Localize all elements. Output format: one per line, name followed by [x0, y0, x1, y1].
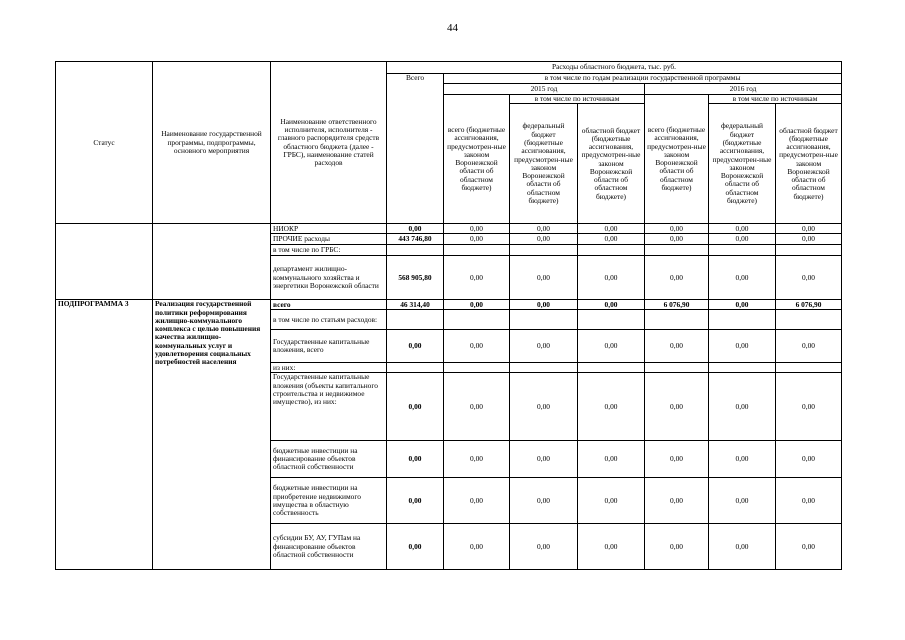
cell-value: 0,00 — [776, 224, 842, 234]
cell-value: 0,00 — [709, 373, 776, 441]
cell-value: 0,00 — [510, 234, 578, 245]
cell-value: 0,00 — [444, 234, 510, 245]
cell-value: 0,00 — [444, 256, 510, 300]
budget-table — [55, 61, 842, 570]
cell-value: 0,00 — [444, 224, 510, 234]
row-total: 443 746,80 — [387, 234, 444, 245]
cell-value: 0,00 — [709, 478, 776, 524]
header-year-2015: 2015 год — [444, 84, 645, 95]
header-program-name: Наименование государственной программы, подпрограммы, основного мероприятия — [153, 62, 271, 224]
cell-value: 0,00 — [444, 300, 510, 310]
row-label: ПРОЧИЕ расходы — [271, 234, 387, 245]
row-label: бюджетные инвестиции на приобретение недвижимого имущества в областную собственность — [271, 478, 387, 524]
header-total: Всего — [387, 74, 444, 224]
header-2015-by-sources: в том числе по источникам — [510, 95, 645, 104]
header-2016-all: всего (бюджетные ассигнования, предусмотрен-ные законом Воронежской области об областном бюджете) — [645, 95, 709, 224]
cell-value: 0,00 — [645, 234, 709, 245]
row-total: 0,00 — [387, 373, 444, 441]
cell-value: 0,00 — [510, 256, 578, 300]
header-2016-regional: областной бюджет (бюджетные ассигнования, предусмотрен-ные законом Воронежской области об областном бюджете) — [776, 104, 842, 224]
cell-value: 0,00 — [578, 373, 645, 441]
cell-value: 0,00 — [578, 524, 645, 570]
row-total: 0,00 — [387, 224, 444, 234]
cell-value: 0,00 — [709, 441, 776, 478]
cell-value: 6 076,90 — [645, 300, 709, 310]
cell-value: 0,00 — [709, 300, 776, 310]
row-label: Государственные капитальные вложения, всего — [271, 330, 387, 363]
cell-value: 0,00 — [645, 373, 709, 441]
row-total: 568 905,80 — [387, 256, 444, 300]
subprogram-status: ПОДПРОГРАММА 3 — [56, 300, 153, 570]
cell-value: 0,00 — [578, 256, 645, 300]
cell-value: 0,00 — [510, 524, 578, 570]
cell-value: 0,00 — [444, 478, 510, 524]
cell-value: 6 076,90 — [776, 300, 842, 310]
cell-value: 0,00 — [709, 256, 776, 300]
cell-value: 0,00 — [444, 524, 510, 570]
row-label: в том числе по статьям расходов: — [271, 310, 387, 330]
cell-value: 0,00 — [645, 256, 709, 300]
cell-value: 0,00 — [444, 441, 510, 478]
row-label: из них: — [271, 363, 387, 373]
header-responsible: Наименование ответственного исполнителя, исполнителя - главного распорядителя средств областного бюджета (далее - ГРБС), наименование статей расходов — [271, 62, 387, 224]
header-2016-federal: федеральный бюджет (бюджетные ассигнования, предусмотрен-ные законом Воронежской области об областном бюджете) — [709, 104, 776, 224]
row-total: 0,00 — [387, 524, 444, 570]
page-number: 44 — [447, 22, 458, 34]
cell-value: 0,00 — [776, 478, 842, 524]
cell-value: 0,00 — [709, 234, 776, 245]
status-cell-empty — [56, 224, 153, 300]
header-2015-federal: федеральный бюджет (бюджетные ассигнования, предусмотрен-ные законом Воронежской области об областном бюджете) — [510, 104, 578, 224]
cell-value: 0,00 — [645, 224, 709, 234]
name-cell-empty — [153, 224, 271, 300]
row-total: 0,00 — [387, 478, 444, 524]
cell-value: 0,00 — [776, 524, 842, 570]
row-total: 0,00 — [387, 330, 444, 363]
cell-value: 0,00 — [510, 224, 578, 234]
header-2015-regional: областной бюджет (бюджетные ассигнования, предусмотрен-ные законом Воронежской области об областном бюджете) — [578, 104, 645, 224]
cell-value: 0,00 — [444, 373, 510, 441]
cell-value: 0,00 — [510, 441, 578, 478]
row-label: Государственные капитальные вложения (объекты капитального строительства и недвижимое имущество), из них: — [271, 373, 387, 441]
cell-value: 0,00 — [578, 300, 645, 310]
header-by-years: в том числе по годам реализации государственной программы — [444, 74, 842, 84]
cell-value: 0,00 — [578, 478, 645, 524]
cell-value: 0,00 — [709, 224, 776, 234]
header-2016-by-sources: в том числе по источникам — [709, 95, 842, 104]
cell-value: 0,00 — [510, 300, 578, 310]
cell-value: 0,00 — [709, 524, 776, 570]
row-label: бюджетные инвестиции на финансирование объектов областной собственности — [271, 441, 387, 478]
cell-value: 0,00 — [776, 441, 842, 478]
cell-value: 0,00 — [645, 330, 709, 363]
cell-value: 0,00 — [776, 256, 842, 300]
row-total: 46 314,40 — [387, 300, 444, 310]
row-label: субсидии БУ, АУ, ГУПам на финансирование объектов областной собственности — [271, 524, 387, 570]
cell-value: 0,00 — [776, 330, 842, 363]
cell-value: 0,00 — [776, 234, 842, 245]
cell-value: 0,00 — [510, 478, 578, 524]
cell-value: 0,00 — [709, 330, 776, 363]
header-expenses-title: Расходы областного бюджета, тыс. руб. — [387, 62, 842, 74]
cell-value: 0,00 — [510, 373, 578, 441]
cell-value: 0,00 — [578, 224, 645, 234]
row-total — [387, 245, 444, 256]
header-2015-all: всего (бюджетные ассигнования, предусмотрен-ные законом Воронежской области об областном бюджете) — [444, 95, 510, 224]
cell-value: 0,00 — [645, 524, 709, 570]
header-year-2016: 2016 год — [645, 84, 842, 95]
cell-value: 0,00 — [578, 234, 645, 245]
cell-value: 0,00 — [578, 330, 645, 363]
subprogram-name: Реализация государственной политики реформирования жилищно-коммунального комплекса с целью повышения качества жилищно-коммунальных услуг и удовлетворения социальных потребностей населения — [153, 300, 271, 570]
cell-value: 0,00 — [578, 441, 645, 478]
header-status: Статус — [56, 62, 153, 224]
row-label: в том числе по ГРБС: — [271, 245, 387, 256]
row-label: департамент жилищно-коммунального хозяйства и энергетики Воронежской области — [271, 256, 387, 300]
cell-value: 0,00 — [444, 330, 510, 363]
row-total: 0,00 — [387, 441, 444, 478]
cell-value: 0,00 — [645, 478, 709, 524]
row-label: всего — [271, 300, 387, 310]
row-label: НИОКР — [271, 224, 387, 234]
cell-value: 0,00 — [510, 330, 578, 363]
cell-value: 0,00 — [645, 441, 709, 478]
cell-value: 0,00 — [776, 373, 842, 441]
